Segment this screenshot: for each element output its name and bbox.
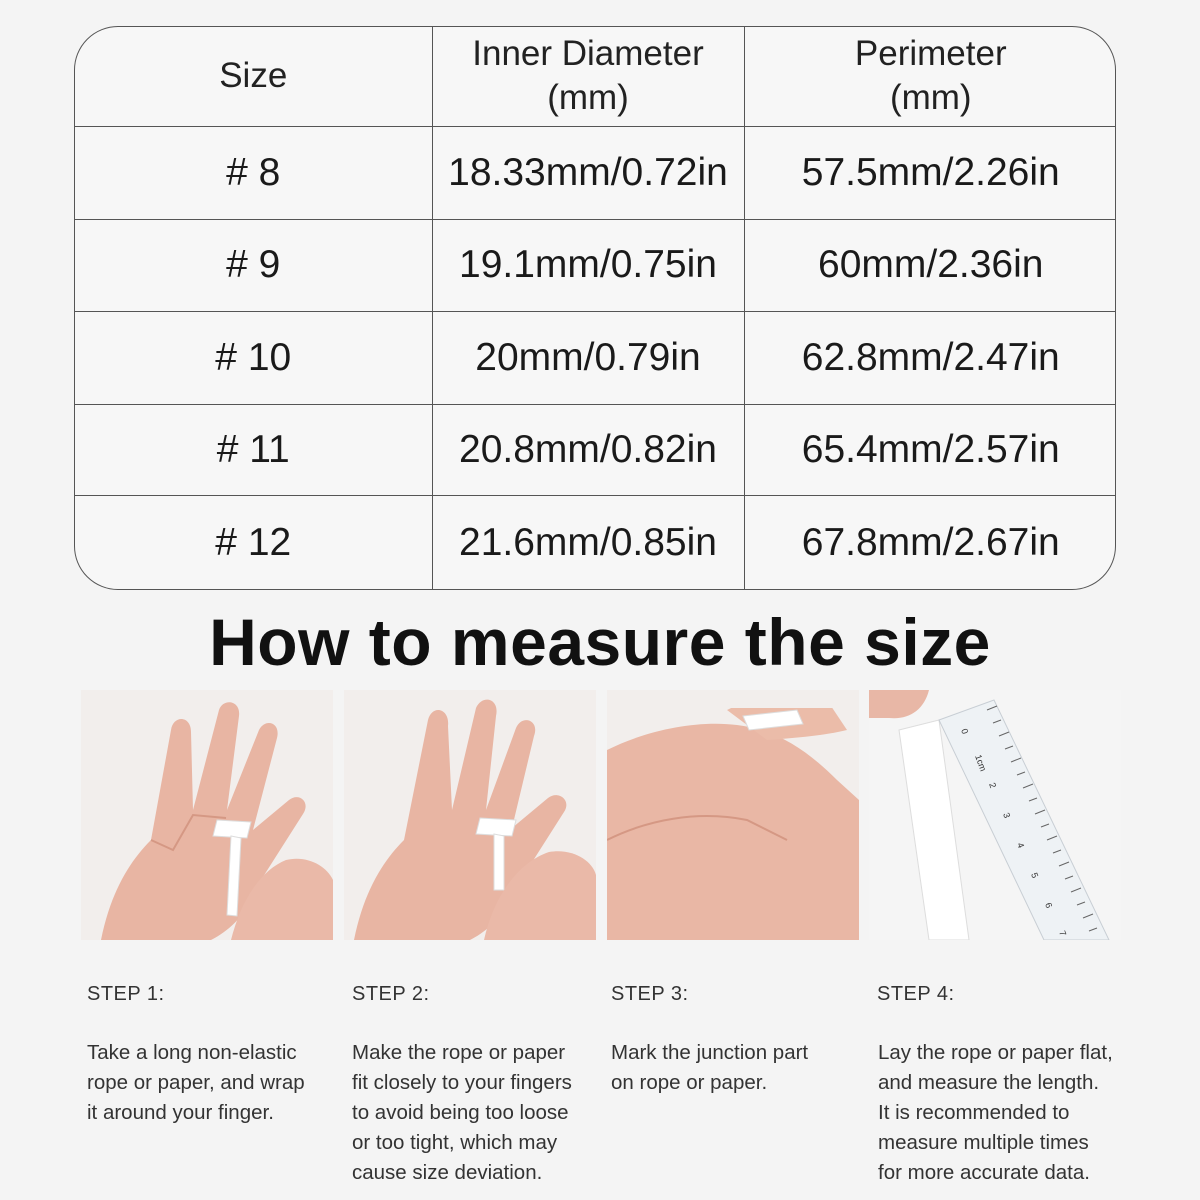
cell-size: # 11 xyxy=(75,404,432,495)
table-header-row xyxy=(75,27,1116,126)
step-2-description: Make the rope or paper fit closely to your fingers to avoid being too loose or too tight, which may cause size deviation. xyxy=(352,1041,572,1184)
step-3-photo xyxy=(607,690,859,940)
table-row xyxy=(75,126,1116,219)
cell-size: # 8 xyxy=(75,126,432,219)
step-2-label: STEP 2: xyxy=(352,983,430,1005)
step-4-description: Lay the rope or paper flat, and measure the length. It is recommended to measure multiple times for more accurate data. xyxy=(878,1041,1113,1184)
cell-perimeter: 65.4mm/2.57in xyxy=(744,404,1116,495)
ruler-label: 0 xyxy=(959,727,971,736)
cell-inner-diameter: 20.8mm/0.82in xyxy=(432,404,744,495)
cell-perimeter: 57.5mm/2.26in xyxy=(744,126,1116,219)
table-row xyxy=(75,219,1116,311)
cell-perimeter: 62.8mm/2.47in xyxy=(744,311,1116,404)
cell-perimeter: 67.8mm/2.67in xyxy=(744,495,1116,590)
size-chart-table xyxy=(75,27,1116,590)
cell-size: # 9 xyxy=(75,219,432,311)
ruler-label: 4 xyxy=(1015,841,1027,850)
step-4-label: STEP 4: xyxy=(877,983,955,1005)
header-inner-diameter: Inner Diameter (mm) xyxy=(432,27,744,126)
table-row xyxy=(75,495,1116,590)
step-1-photo xyxy=(81,690,333,940)
ruler-label: 2 xyxy=(987,781,999,790)
ruler-label: 1cm xyxy=(973,753,989,773)
cell-size: # 10 xyxy=(75,311,432,404)
step-3-label: STEP 3: xyxy=(611,983,689,1005)
step-1-label: STEP 1: xyxy=(87,983,165,1005)
step-3-description: Mark the junction part on rope or paper. xyxy=(611,1041,809,1094)
ruler-label: 6 xyxy=(1043,901,1055,910)
step-1-description: Take a long non-elastic rope or paper, and wrap it around your finger. xyxy=(87,1041,305,1124)
ruler-label: 7 xyxy=(1057,929,1069,938)
size-chart-table-container xyxy=(74,26,1116,590)
cell-inner-diameter: 19.1mm/0.75in xyxy=(432,219,744,311)
ruler-label: 5 xyxy=(1029,871,1041,880)
cell-perimeter: 60mm/2.36in xyxy=(744,219,1116,311)
cell-inner-diameter: 21.6mm/0.85in xyxy=(432,495,744,590)
table-row xyxy=(75,404,1116,495)
ruler-label: 3 xyxy=(1001,811,1013,820)
cell-inner-diameter: 20mm/0.79in xyxy=(432,311,744,404)
cell-size: # 12 xyxy=(75,495,432,590)
measure-guide-heading: How to measure the size xyxy=(209,605,991,679)
step-2-photo xyxy=(344,690,596,940)
header-perimeter: Perimeter (mm) xyxy=(744,27,1116,126)
step-4-photo xyxy=(869,690,1121,940)
header-size: Size xyxy=(75,27,432,126)
cell-inner-diameter: 18.33mm/0.72in xyxy=(432,126,744,219)
table-row xyxy=(75,311,1116,404)
